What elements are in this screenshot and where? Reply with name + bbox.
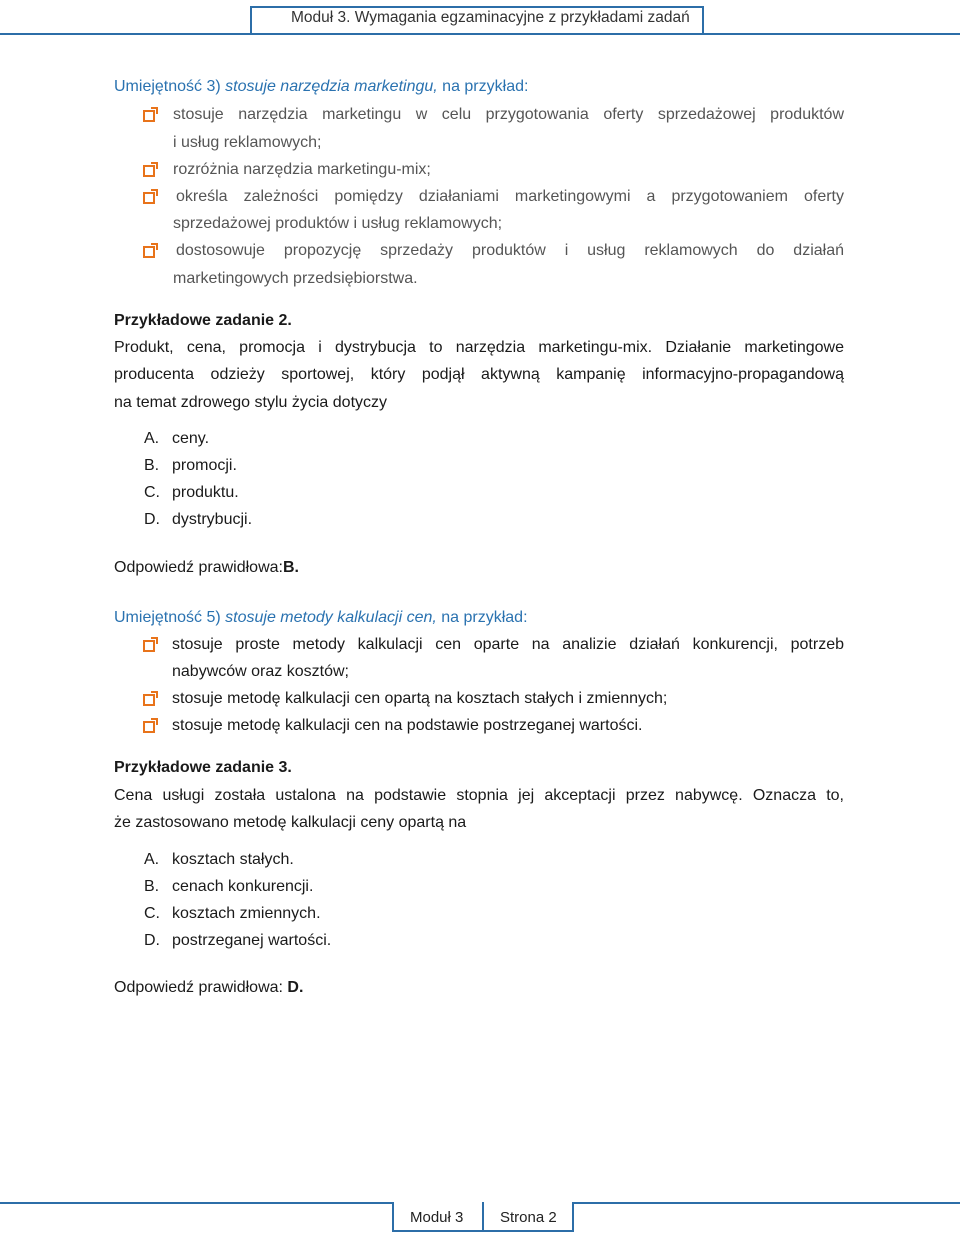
task3-answer xyxy=(114,978,303,998)
task2-option-a-text: ceny. xyxy=(172,430,210,447)
skill5-item-3: stosuje metodę kalkulacji cen na podstawie postrzeganej wartości. xyxy=(172,717,643,734)
task3-option-c-text: kosztach zmiennych. xyxy=(172,905,321,922)
task2-answer xyxy=(114,558,299,578)
task2-line-1: Produkt, cena, promocja i dystrybucja to narzędzia marketingu-mix. Działanie marketingowe xyxy=(114,339,844,356)
skill3-prefix: Umiejętność 3) xyxy=(114,78,226,95)
task3-option-b-letter: B. xyxy=(144,878,160,895)
task2-line-2: producenta odzieży sportowej, który podjął aktywną kampanię informacyjno-propagandową xyxy=(114,366,844,383)
task2-line-3: na temat zdrowego stylu życia dotyczy xyxy=(114,394,388,411)
checkbox-bullet-icon xyxy=(143,246,155,258)
task2-answer-label: Odpowiedź prawidłowa: xyxy=(114,559,283,576)
checkbox-bullet-icon xyxy=(143,694,155,706)
task3-title: Przykładowe zadanie 3. xyxy=(114,759,292,776)
skill3-heading xyxy=(114,77,528,97)
footer-module: Moduł 3 xyxy=(410,1209,464,1226)
task3-line-2: że zastosowano metodę kalkulacji ceny opartą na xyxy=(114,814,467,831)
task2-option-c-letter: C. xyxy=(144,484,160,501)
task3-answer-label: Odpowiedź prawidłowa: xyxy=(114,979,288,996)
skill3-item-4-line-2: marketingowych przedsiębiorstwa. xyxy=(173,270,418,287)
skill3-italic: stosuje narzędzia marketingu, xyxy=(225,78,438,95)
task3-option-d-letter: D. xyxy=(144,932,160,949)
checkbox-bullet-icon xyxy=(143,165,155,177)
skill5-prefix: Umiejętność 5) xyxy=(114,609,226,626)
task2-option-b-letter: B. xyxy=(144,457,160,474)
task3-option-d-text: postrzeganej wartości. xyxy=(172,932,332,949)
skill5-suffix: na przykład: xyxy=(436,609,528,626)
skill3-item-1-line-1: stosuje narzędzia marketingu w celu przygotowania oferty sprzedażowej produktów xyxy=(173,106,844,123)
checkbox-bullet-icon xyxy=(143,192,155,204)
task2-option-b-text: promocji. xyxy=(172,457,237,474)
task2-option-d-text: dystrybucji. xyxy=(172,511,253,528)
header-title: Moduł 3. Wymagania egzaminacyjne z przykładami zadań xyxy=(291,9,690,26)
task2-answer-value: B. xyxy=(282,559,299,576)
skill3-item-2: rozróżnia narzędzia marketingu-mix; xyxy=(173,161,431,178)
skill5-heading xyxy=(114,608,528,628)
task3-option-c-letter: C. xyxy=(144,905,160,922)
skill3-suffix: na przykład: xyxy=(437,78,529,95)
skill3-item-1-line-2: i usług reklamowych; xyxy=(173,134,322,151)
task3-option-a-letter: A. xyxy=(144,851,160,868)
skill5-italic: stosuje metody kalkulacji cen, xyxy=(225,609,437,626)
task2-option-a-letter: A. xyxy=(144,430,160,447)
header-rule xyxy=(0,33,960,35)
task3-answer-value: D. xyxy=(287,979,304,996)
task3-option-b-text: cenach konkurencji. xyxy=(172,878,314,895)
task2-option-d-letter: D. xyxy=(144,511,160,528)
task3-option-a-text: kosztach stałych. xyxy=(172,851,294,868)
skill5-item-1-line-2: nabywców oraz kosztów; xyxy=(172,663,349,680)
skill5-item-1-line-1: stosuje proste metody kalkulacji cen oparte na analizie działań konkurencji, potrzeb xyxy=(172,636,844,653)
task2-title: Przykładowe zadanie 2. xyxy=(114,312,292,329)
footer-page-number: Strona 2 xyxy=(500,1209,557,1226)
task3-line-1: Cena usługi została ustalona na podstawie stopnia jej akceptacji przez nabywcę. Oznacza to, xyxy=(114,787,844,804)
checkbox-bullet-icon xyxy=(143,721,155,733)
skill3-item-3-line-1: określa zależności pomiędzy działaniami marketingowymi a przygotowaniem oferty xyxy=(176,188,844,205)
checkbox-bullet-icon xyxy=(143,640,155,652)
skill3-item-3-line-2: sprzedażowej produktów i usług reklamowych; xyxy=(173,215,503,232)
checkbox-bullet-icon xyxy=(143,110,155,122)
skill5-item-2: stosuje metodę kalkulacji cen opartą na kosztach stałych i zmiennych; xyxy=(172,690,668,707)
task2-option-c-text: produktu. xyxy=(172,484,239,501)
skill3-item-4-line-1: dostosowuje propozycję sprzedaży produktów i usług reklamowych do działań xyxy=(176,242,844,259)
